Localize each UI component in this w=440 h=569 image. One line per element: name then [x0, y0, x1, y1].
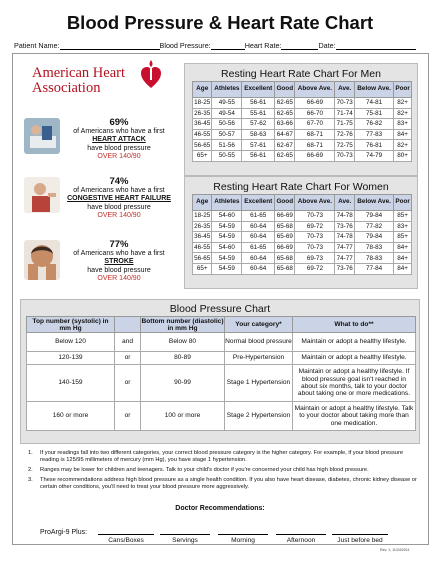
patient-info-line: [14, 41, 434, 50]
table-cell: 120-139: [27, 352, 115, 365]
table-row: [27, 352, 416, 365]
col-header: Athletes: [212, 195, 242, 211]
bedtime-field[interactable]: [332, 534, 388, 535]
table-cell: 77-82: [354, 221, 393, 232]
footnote-number: 2.: [28, 467, 33, 473]
table-cell: Maintain or adopt a healthy lifestyle.: [293, 333, 416, 352]
stat-percent: 69%: [109, 117, 129, 128]
col-header: Athletes: [212, 82, 242, 98]
table-cell: 54-59: [212, 221, 242, 232]
table-row: [193, 232, 412, 243]
table-cell: 65-69: [276, 233, 293, 241]
bedtime-label: Just before bed: [337, 537, 383, 544]
table-cell: 79-84: [354, 211, 393, 222]
table-cell: 78-83: [354, 253, 393, 264]
table-cell: 49-54: [212, 108, 242, 119]
logo-line-2: Association: [32, 80, 101, 96]
table-cell: 50-57: [212, 129, 242, 140]
table-row: [27, 333, 416, 352]
col-header-action: What to do**: [293, 317, 416, 333]
servings-label: Servings: [172, 537, 198, 544]
table-cell: 85+: [394, 232, 412, 243]
col-header: Above Ave.: [295, 195, 335, 211]
table-cell: 36-45: [194, 120, 211, 128]
table-cell: 140-159: [27, 365, 115, 402]
proargi-label: ProArgi-9 Plus:: [40, 529, 88, 536]
table-cell: 62-65: [276, 109, 293, 117]
table-cell: 84+: [394, 129, 412, 140]
american-heart-association-logo: [32, 66, 162, 106]
table-cell: 49-55: [212, 98, 242, 109]
table-row: [193, 242, 412, 253]
stat-threshold: OVER 140/90: [97, 275, 141, 283]
stat-percent: 74%: [109, 176, 129, 187]
table-cell: 60-64: [242, 253, 275, 264]
table-cell: Stage 1 Hypertension: [225, 365, 293, 402]
table-cell: 84+: [394, 253, 412, 264]
table-cell: 69-73: [295, 253, 335, 264]
table-cell: 57-61: [242, 140, 275, 151]
page-title: Blood Pressure & Heart Rate Chart: [66, 12, 374, 33]
table-cell: 74-77: [336, 254, 353, 262]
table-cell: 51-56: [212, 140, 242, 151]
table-cell: 50-55: [212, 150, 242, 161]
table-cell: 83+: [394, 221, 412, 232]
women-heart-rate-panel: [184, 176, 418, 289]
table-cell: 56-65: [194, 254, 211, 262]
table-cell: 36-45: [194, 233, 211, 241]
blood-pressure-label: Blood Pressure:: [159, 41, 211, 50]
table-cell: 66-69: [276, 244, 293, 252]
table-cell: 79-84: [354, 232, 393, 243]
date-field[interactable]: [336, 42, 416, 50]
table-cell: 60-64: [242, 232, 275, 243]
table-cell: 65-68: [276, 254, 293, 262]
table-cell: 56-61: [242, 98, 275, 109]
table-cell: 100 or more: [141, 402, 225, 431]
table-cell: 68-71: [295, 129, 335, 140]
table-cell: Pre-Hypertension: [225, 352, 293, 365]
table-cell: 71-74: [336, 109, 353, 117]
table-cell: 70-73: [295, 242, 335, 253]
table-cell: 90-99: [141, 365, 225, 402]
table-cell: 82+: [394, 108, 412, 119]
table-cell: 69-72: [295, 221, 335, 232]
table-cell: 60-64: [242, 263, 275, 274]
table-cell: 55-61: [242, 108, 275, 119]
stat-text: have blood pressure: [87, 144, 151, 152]
footnotes: [28, 450, 423, 494]
table-cell: 65+: [193, 263, 212, 274]
morning-label: Morning: [231, 537, 255, 544]
table-cell: 26-35: [194, 109, 211, 117]
table-cell: 54-59: [212, 263, 242, 274]
table-cell: 62-67: [276, 141, 293, 149]
table-row: [193, 263, 412, 274]
table-row: [193, 140, 412, 151]
table-cell: 63-66: [276, 120, 293, 128]
table-cell: 83+: [394, 119, 412, 130]
stat-text: of Americans who have a first: [73, 128, 165, 135]
table-cell: Maintain or adopt a healthy lifestyle. If blood pressure goal isn't reached in about six months, talk to your doctor about taking one or more medications.: [293, 365, 416, 402]
table-header-row: [193, 195, 412, 211]
footnote-text: If your readings fall into two different categories, your correct blood pressure category is the higher category. For example, if your blood pressure reading is 125/95 millimeters of mercury (mm Hg), you have stage 1 hypertension.: [40, 450, 404, 463]
table-cell: 57-62: [242, 119, 275, 130]
table-cell: 76-81: [354, 140, 393, 151]
table-header-row: [27, 317, 416, 333]
col-header-blank: [115, 317, 141, 333]
table-cell: 160 or more: [27, 402, 115, 431]
table-cell: 54-60: [212, 242, 242, 253]
afternoon-field[interactable]: [276, 534, 326, 535]
table-cell: 74-81: [354, 98, 393, 109]
table-row: [193, 150, 412, 161]
table-cell: 80+: [394, 150, 412, 161]
table-cell: 73-76: [336, 265, 353, 273]
table-cell: 60-64: [242, 221, 275, 232]
stat-text: of Americans who have a first: [73, 187, 165, 194]
table-cell: or: [115, 402, 141, 431]
table-cell: 85+: [394, 211, 412, 222]
women-heart-rate-table: [192, 194, 412, 275]
stat-condition: HEART ATTACK: [92, 136, 146, 144]
table-row: [193, 221, 412, 232]
stat-threshold: OVER 140/90: [97, 153, 141, 161]
table-cell: 50-56: [212, 119, 242, 130]
table-cell: 18-25: [194, 212, 211, 220]
heart-rate-field[interactable]: [281, 42, 318, 50]
col-header-category: Your category*: [225, 317, 293, 333]
table-cell: 77-84: [354, 263, 393, 274]
table-row: [193, 108, 412, 119]
heart-torch-icon: [140, 60, 162, 90]
bp-chart-title: Blood Pressure Chart: [169, 303, 271, 315]
table-cell: 75-81: [354, 108, 393, 119]
morning-field[interactable]: [218, 534, 268, 535]
stat-condition: STROKE: [104, 258, 134, 266]
col-header: Below Ave.: [354, 195, 393, 211]
table-cell: 54-60: [212, 211, 242, 222]
table-cell: 68-71: [295, 140, 335, 151]
table-cell: 82+: [394, 98, 412, 109]
table-cell: 54-59: [212, 232, 242, 243]
stat-text: of Americans who have a first: [73, 250, 165, 257]
col-header: Below Ave.: [354, 82, 393, 98]
table-cell: 74-77: [336, 244, 353, 252]
table-cell: 74-78: [336, 233, 353, 241]
table-cell: or: [115, 352, 141, 365]
stat-text: have blood pressure: [87, 266, 151, 274]
cans-boxes-label: Cans/Boxes: [108, 537, 144, 544]
footnote-number: 3.: [28, 477, 33, 483]
date-label: Date:: [318, 41, 336, 50]
col-header: Ave.: [335, 82, 354, 98]
patient-name-field[interactable]: [60, 42, 160, 50]
table-cell: 78-83: [354, 242, 393, 253]
table-cell: 66-69: [276, 212, 293, 220]
patient-name-label: Patient Name:: [14, 41, 60, 50]
col-header: Excellent: [242, 195, 275, 211]
heart-failure-photo: [24, 177, 60, 213]
table-cell: 84+: [394, 242, 412, 253]
table-cell: and: [115, 333, 141, 352]
table-cell: 82+: [394, 140, 412, 151]
table-cell: 76-82: [354, 119, 393, 130]
table-cell: Below 120: [27, 333, 115, 352]
col-header: Good: [275, 195, 295, 211]
heart-attack-photo: [24, 118, 60, 154]
table-row: [193, 119, 412, 130]
afternoon-label: Afternoon: [286, 537, 316, 544]
table-cell: 80-89: [141, 352, 225, 365]
table-cell: 56-65: [194, 141, 211, 149]
table-row: [27, 402, 416, 431]
table-cell: 71-75: [336, 120, 353, 128]
men-heart-rate-panel: [184, 63, 418, 176]
table-cell: 65+: [193, 150, 212, 161]
men-heart-rate-table: [192, 81, 412, 162]
col-header: Age: [193, 82, 212, 98]
table-cell: 84+: [394, 263, 412, 274]
col-header: Ave.: [335, 195, 354, 211]
col-header: Good: [275, 82, 295, 98]
stat-stroke: [60, 239, 178, 284]
cans-boxes-field[interactable]: [98, 534, 154, 535]
table-cell: 46-55: [194, 131, 211, 139]
table-cell: 26-35: [194, 222, 211, 230]
table-cell: 70-73: [336, 152, 353, 160]
table-row: [193, 129, 412, 140]
footnote-text: These recommendations address high blood pressure as a single health condition. If you also have heart disease, diabetes, chronic kidney disease or certain other conditions, you'll need to treat your blood pressure more aggressively.: [40, 477, 417, 490]
women-chart-title: Resting Heart Rate Chart For Women: [213, 181, 389, 193]
table-cell: 61-65: [242, 242, 275, 253]
table-cell: 66-70: [295, 108, 335, 119]
table-row: [193, 98, 412, 109]
col-header-systolic: Top number (systolic) in mm Hg: [27, 317, 115, 333]
table-cell: Below 80: [141, 333, 225, 352]
col-header-diastolic: Bottom number (diastolic) in mm Hg: [141, 317, 224, 332]
table-cell: 70-73: [295, 211, 335, 222]
stroke-photo: [24, 240, 60, 280]
table-cell: 54-59: [212, 253, 242, 264]
doctor-recommendations-heading: Doctor Recommendations:: [175, 505, 265, 512]
col-header: Poor: [394, 195, 412, 211]
table-row: [27, 365, 416, 402]
table-cell: 62-65: [276, 152, 293, 160]
table-cell: 77-83: [354, 129, 393, 140]
table-cell: 72-75: [336, 141, 353, 149]
table-cell: 58-63: [242, 129, 275, 140]
table-cell: 74-79: [354, 150, 393, 161]
table-cell: 64-67: [276, 131, 293, 139]
logo-line-1: American Heart: [32, 65, 125, 81]
table-cell: 74-78: [336, 212, 353, 220]
table-row: [193, 211, 412, 222]
table-cell: Normal blood pressure: [225, 333, 293, 352]
blood-pressure-field[interactable]: [211, 42, 245, 50]
table-cell: 70-73: [295, 232, 335, 243]
stat-percent: 77%: [109, 239, 129, 250]
stat-condition: CONGESTIVE HEART FAILURE: [67, 195, 171, 203]
stat-heart-attack: [60, 117, 178, 162]
table-cell: 18-25: [194, 99, 211, 107]
table-cell: 66-69: [295, 98, 335, 109]
col-header: Age: [193, 195, 212, 211]
table-cell: 65-68: [276, 265, 293, 273]
stat-threshold: OVER 140/90: [97, 212, 141, 220]
men-chart-title: Resting Heart Rate Chart For Men: [221, 68, 381, 80]
servings-field[interactable]: [160, 534, 210, 535]
table-header-row: [193, 82, 412, 98]
heart-rate-label: Heart Rate:: [244, 41, 282, 50]
footnote: [28, 467, 423, 474]
blood-pressure-table: [26, 316, 416, 431]
table-cell: 61-65: [242, 211, 275, 222]
col-header: Excellent: [242, 82, 275, 98]
table-cell: 73-76: [336, 222, 353, 230]
table-cell: 66-69: [295, 150, 335, 161]
table-row: [193, 253, 412, 264]
table-cell: Maintain or adopt a healthy lifestyle.: [293, 352, 416, 365]
table-cell: 56-61: [242, 150, 275, 161]
footnote: [28, 477, 423, 491]
footnote-number: 1.: [28, 450, 33, 456]
col-header: Above Ave.: [295, 82, 335, 98]
table-cell: Stage 2 Hypertension: [225, 402, 293, 431]
footnote: [28, 450, 423, 464]
table-cell: 62-65: [276, 99, 293, 107]
stat-heart-failure: [60, 176, 178, 221]
table-cell: 72-76: [336, 131, 353, 139]
table-cell: 70-73: [336, 99, 353, 107]
table-cell: Maintain or adopt a healthy lifestyle. Talk to your doctor about taking more than one medication.: [293, 402, 416, 431]
table-cell: 69-72: [295, 263, 335, 274]
blood-pressure-chart: [20, 299, 420, 444]
col-header: Poor: [394, 82, 412, 98]
table-cell: or: [115, 365, 141, 402]
table-cell: 65-68: [276, 222, 293, 230]
stat-text: have blood pressure: [87, 203, 151, 211]
table-cell: 67-70: [295, 119, 335, 130]
footnote-text: Ranges may be lower for children and teenagers. Talk to your child's doctor if you're concerned your child has high blood pressure.: [40, 467, 369, 473]
table-cell: 46-55: [194, 244, 211, 252]
revision-label: Rev. 1, 11/24/2011: [380, 548, 410, 552]
